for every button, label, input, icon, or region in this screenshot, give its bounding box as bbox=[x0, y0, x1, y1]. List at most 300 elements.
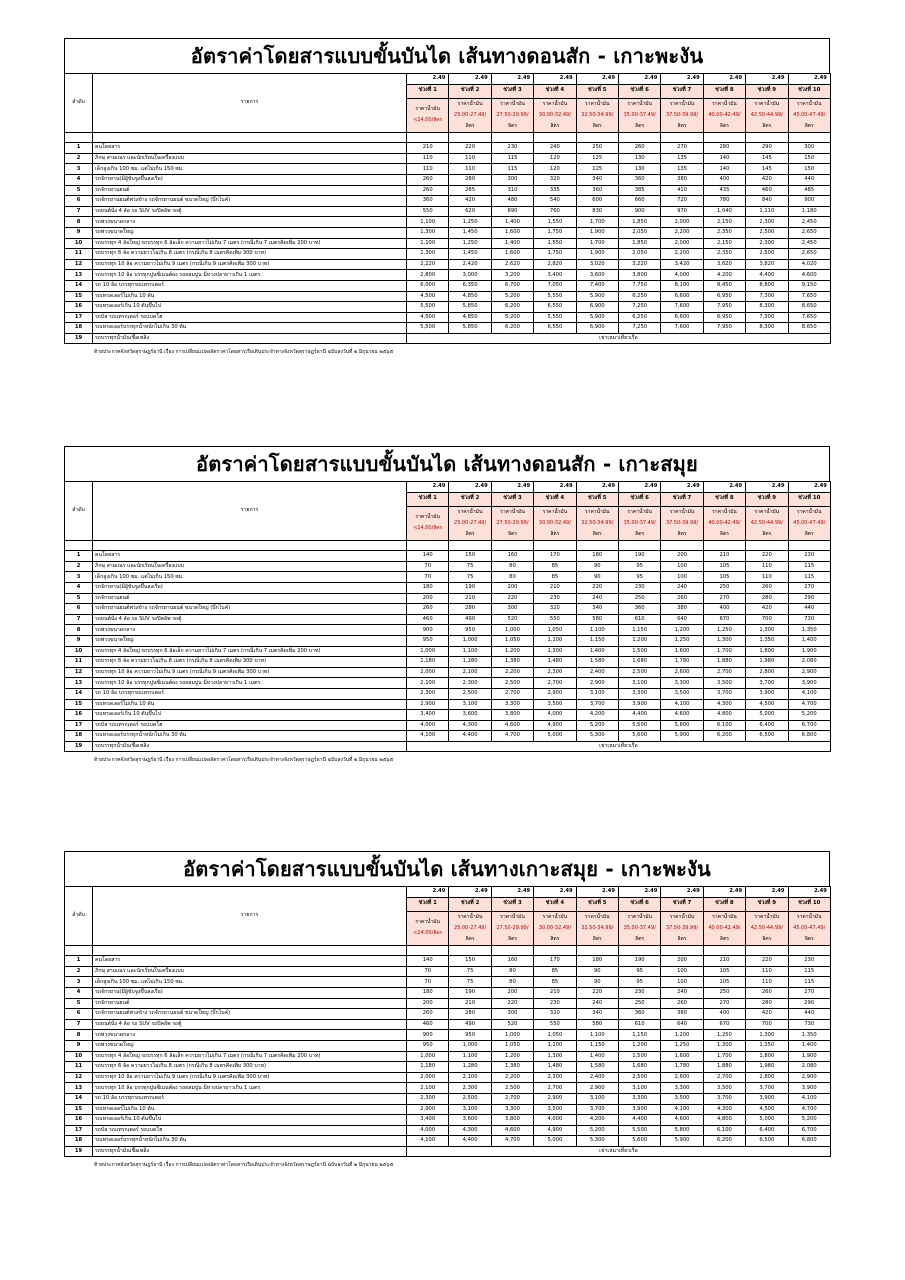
fare-cell: 2,700 bbox=[491, 1093, 533, 1104]
range-description bbox=[449, 911, 491, 945]
fare-cell: 3,400 bbox=[407, 710, 449, 721]
fare-cell: 3,100 bbox=[618, 1083, 660, 1094]
range-desc-unit: ลิตร bbox=[677, 530, 687, 537]
fare-cell: 4,000 bbox=[407, 720, 449, 731]
row-number: 1 bbox=[65, 551, 93, 562]
spacer-cell bbox=[576, 132, 618, 143]
fare-cell: 90 bbox=[576, 572, 618, 583]
fare-cell: 1,180 bbox=[407, 657, 449, 668]
fare-cell: 2,700 bbox=[534, 1083, 576, 1094]
row-number: 16 bbox=[65, 1115, 93, 1126]
fare-cell: 75 bbox=[449, 966, 491, 977]
fare-cell: 1,400 bbox=[576, 646, 618, 657]
fare-cell: 1,980 bbox=[746, 657, 788, 668]
fare-cell: 80 bbox=[491, 561, 533, 572]
row-item-label: รถจักรยาน(มีผู้ขับจูงขึ้นลงเรือ) bbox=[93, 582, 407, 593]
fare-cell: 490 bbox=[449, 1019, 491, 1030]
fare-cell: 285 bbox=[449, 185, 491, 196]
fare-cell: 6,100 bbox=[703, 1125, 745, 1136]
fare-cell: 150 bbox=[449, 956, 491, 967]
fare-cell: 240 bbox=[661, 987, 703, 998]
range-desc-label: ราคาน้ำมัน bbox=[415, 919, 440, 926]
fare-cell: 75 bbox=[449, 572, 491, 583]
fare-cell: 1,350 bbox=[788, 1030, 830, 1041]
table-row bbox=[65, 153, 831, 164]
fare-cell: 4,700 bbox=[788, 1104, 830, 1115]
fare-cell: 8,800 bbox=[746, 280, 788, 291]
row-item-label: คนโดยสาร bbox=[93, 956, 407, 967]
range-desc-label: ราคาน้ำมัน bbox=[796, 100, 822, 107]
fare-cell: 2,300 bbox=[746, 217, 788, 228]
fare-cell: 110 bbox=[746, 966, 788, 977]
fare-cell: 6,700 bbox=[491, 280, 533, 291]
range-desc-price: <24.00/ลิตร bbox=[413, 117, 443, 124]
row-number: 7 bbox=[65, 614, 93, 625]
fare-cell: 4,000 bbox=[407, 1125, 449, 1136]
fare-cell: 260 bbox=[407, 604, 449, 615]
fare-cell: 1,900 bbox=[788, 1051, 830, 1062]
fare-cell: 5,900 bbox=[576, 291, 618, 302]
row-number: 10 bbox=[65, 238, 93, 249]
spacer-cell bbox=[661, 945, 703, 956]
row-number: 11 bbox=[65, 657, 93, 668]
fare-cell: 2,300 bbox=[746, 238, 788, 249]
fare-cell: 2,050 bbox=[618, 227, 660, 238]
fare-cell: 1,700 bbox=[576, 217, 618, 228]
fare-cell: 7,600 bbox=[661, 302, 703, 313]
fare-cell: 1,000 bbox=[491, 625, 533, 636]
range-header: ช่วงที่ 1 bbox=[407, 897, 449, 911]
fare-cell: 1,780 bbox=[661, 1062, 703, 1073]
fare-cell: 6,550 bbox=[534, 323, 576, 334]
range-desc-price: 40.00-42.49/ bbox=[708, 519, 741, 526]
fare-cell: 230 bbox=[788, 956, 830, 967]
fare-cell: 1,150 bbox=[618, 625, 660, 636]
fare-cell: 3,100 bbox=[449, 699, 491, 710]
fare-cell: 1,300 bbox=[407, 249, 449, 260]
fare-cell: 2,500 bbox=[618, 667, 660, 678]
fare-cell: 1,550 bbox=[534, 238, 576, 249]
range-header: ช่วงที่ 6 bbox=[618, 492, 660, 506]
row-item-label: รถยนต์นั่ง 4 ล้อ รถ SUV รถปิคอัพ รถตู้ bbox=[93, 614, 407, 625]
fare-cell: 270 bbox=[661, 143, 703, 154]
table-row bbox=[65, 1009, 831, 1020]
row-number: 5 bbox=[65, 593, 93, 604]
range-desc-unit: ลิตร bbox=[677, 935, 687, 942]
fare-cell: 360 bbox=[407, 196, 449, 207]
table-row bbox=[65, 572, 831, 583]
fare-cell: 2,080 bbox=[788, 657, 830, 668]
fare-cell: 1,100 bbox=[576, 625, 618, 636]
fare-cell: 8,650 bbox=[788, 323, 830, 334]
fare-cell: 420 bbox=[746, 604, 788, 615]
row-item-label: รถเทรลเลอร์บรรทุกน้ำหนักไม่เกิน 30 ตัน bbox=[93, 1136, 407, 1147]
row-item-label: รถบรรทุกน้ำมันเชื้อเพลิง bbox=[93, 333, 407, 344]
fare-cell: 1,680 bbox=[618, 657, 660, 668]
fare-cell: 1,200 bbox=[491, 1051, 533, 1062]
fare-cell: 7,250 bbox=[618, 302, 660, 313]
fare-cell: 6,200 bbox=[491, 323, 533, 334]
fare-cell: 220 bbox=[746, 956, 788, 967]
row-item-label: รถเทรลเลอร์เกิน 10 ตันขึ้นไป bbox=[93, 710, 407, 721]
fare-cell: 110 bbox=[746, 977, 788, 988]
fare-cell: 1,050 bbox=[491, 635, 533, 646]
fare-cell: 130 bbox=[618, 164, 660, 175]
fare-cell: 140 bbox=[407, 551, 449, 562]
fare-cell: 2,700 bbox=[534, 678, 576, 689]
row-item-label: รถจักรยาน(มีผู้ขับจูงขึ้นลงเรือ) bbox=[93, 174, 407, 185]
fare-cell: 120 bbox=[534, 153, 576, 164]
row-number: 15 bbox=[65, 699, 93, 710]
range-desc-price: 37.50-39.99/ bbox=[665, 519, 699, 526]
table-row bbox=[65, 227, 831, 238]
fare-cell: 190 bbox=[449, 987, 491, 998]
fare-cell: 7,400 bbox=[576, 280, 618, 291]
fare-cell: 670 bbox=[703, 614, 745, 625]
range-desc-price: 35.00-37.49/ bbox=[623, 111, 656, 118]
range-desc-price: 30.00-32.49/ bbox=[538, 111, 571, 118]
fare-cell: 310 bbox=[491, 185, 533, 196]
table-row bbox=[65, 312, 831, 323]
fare-cell: 3,300 bbox=[491, 699, 533, 710]
fuel-price-cell: 2.49 bbox=[407, 887, 449, 898]
range-desc-unit: ลิตร bbox=[762, 530, 772, 537]
table-row bbox=[65, 291, 831, 302]
row-number: 12 bbox=[65, 1072, 93, 1083]
spacer-cell bbox=[788, 540, 830, 551]
range-header: ช่วงที่ 3 bbox=[491, 897, 533, 911]
fare-cell: 1,850 bbox=[618, 238, 660, 249]
fare-cell: 6,500 bbox=[746, 1136, 788, 1147]
fare-cell: 520 bbox=[491, 614, 533, 625]
fare-cell: 1,880 bbox=[703, 657, 745, 668]
fare-cell: 115 bbox=[491, 153, 533, 164]
row-item-label: รถ 10 ล้อ บรรทุกรถแทรกเตอร์ bbox=[93, 280, 407, 291]
fare-cell: 300 bbox=[491, 604, 533, 615]
fare-cell: 1,000 bbox=[407, 646, 449, 657]
range-header: ช่วงที่ 4 bbox=[534, 897, 576, 911]
range-header: ช่วงที่ 7 bbox=[661, 492, 703, 506]
fare-cell: 3,420 bbox=[661, 259, 703, 270]
fare-cell: 240 bbox=[534, 143, 576, 154]
fare-cell: 280 bbox=[449, 174, 491, 185]
fare-cell: 120 bbox=[534, 164, 576, 175]
fare-cell: 115 bbox=[788, 977, 830, 988]
range-desc-unit: ลิตร bbox=[635, 122, 645, 129]
fare-cell: 340 bbox=[576, 1009, 618, 1020]
fare-cell: 220 bbox=[576, 987, 618, 998]
fare-cell: 7,300 bbox=[746, 291, 788, 302]
row-number: 16 bbox=[65, 710, 93, 721]
row-item-label: รถบรรทุก 10 ล้อ บรรทุกปูนซีเมนต์ผง รถผสมปูน มีหางปลายาวเกิน 1 เมตร bbox=[93, 270, 407, 281]
fare-cell: 440 bbox=[788, 604, 830, 615]
fare-cell: 2,900 bbox=[788, 667, 830, 678]
row-item-label: รถบัส รถแทรกเตอร์ รถแบคโฮ bbox=[93, 312, 407, 323]
table-row bbox=[65, 217, 831, 228]
fare-cell: 6,800 bbox=[788, 1136, 830, 1147]
fare-cell: 4,700 bbox=[491, 731, 533, 742]
fare-cell: 3,500 bbox=[661, 688, 703, 699]
table-row bbox=[65, 966, 831, 977]
range-description bbox=[491, 98, 533, 132]
spacer-cell bbox=[703, 945, 745, 956]
table-row bbox=[65, 741, 831, 752]
fare-cell: 5,600 bbox=[618, 1136, 660, 1147]
fuel-price-cell: 2.49 bbox=[576, 74, 618, 85]
fare-cell: 400 bbox=[703, 174, 745, 185]
fare-cell: 290 bbox=[788, 998, 830, 1009]
fare-cell: 130 bbox=[618, 153, 660, 164]
range-desc-price: 45.00-47.49/ bbox=[793, 519, 826, 526]
fare-cell: 730 bbox=[788, 1019, 830, 1030]
row-item-label: รถจักรยานยนต์พ่วงข้าง รถจักรยานยนต์ ขนาดใหญ่ (บิ๊กไบค์) bbox=[93, 1009, 407, 1020]
fare-table-block bbox=[64, 38, 830, 356]
range-header: ช่วงที่ 4 bbox=[534, 492, 576, 506]
fare-cell: 115 bbox=[788, 561, 830, 572]
fare-cell: 80 bbox=[491, 572, 533, 583]
range-desc-label: ราคาน้ำมัน bbox=[754, 100, 780, 107]
fare-cell: 90 bbox=[576, 966, 618, 977]
fare-cell: 90 bbox=[576, 977, 618, 988]
range-desc-unit: ลิตร bbox=[804, 530, 814, 537]
range-desc-price: 32.50-34.99/ bbox=[581, 519, 614, 526]
row-number: 16 bbox=[65, 302, 93, 313]
fare-cell: 140 bbox=[703, 153, 745, 164]
fare-cell: 180 bbox=[407, 987, 449, 998]
row-number: 14 bbox=[65, 280, 93, 291]
table-row bbox=[65, 302, 831, 313]
fare-cell: 360 bbox=[576, 185, 618, 196]
fare-cell: 250 bbox=[576, 143, 618, 154]
column-header-row-no: ลำดับ bbox=[65, 887, 93, 946]
fare-cell: 620 bbox=[449, 206, 491, 217]
fare-cell: 3,500 bbox=[703, 678, 745, 689]
fare-cell: 2,200 bbox=[491, 1072, 533, 1083]
row-number: 15 bbox=[65, 1104, 93, 1115]
range-desc-label: ราคาน้ำมัน bbox=[584, 913, 610, 920]
fare-cell: 2,900 bbox=[534, 1093, 576, 1104]
fuel-price-cell: 2.49 bbox=[491, 887, 533, 898]
range-header: ช่วงที่ 10 bbox=[788, 492, 830, 506]
range-header: ช่วงที่ 1 bbox=[407, 492, 449, 506]
fare-cell: 135 bbox=[661, 153, 703, 164]
fare-cell: 610 bbox=[618, 1019, 660, 1030]
fare-cell: 4,100 bbox=[661, 699, 703, 710]
table-row bbox=[65, 174, 831, 185]
range-desc-unit: ลิตร bbox=[465, 122, 475, 129]
table-row bbox=[65, 561, 831, 572]
fare-cell: 2,300 bbox=[449, 1083, 491, 1094]
fare-cell: 145 bbox=[746, 164, 788, 175]
fare-cell: 360 bbox=[618, 174, 660, 185]
fare-cell: 70 bbox=[407, 977, 449, 988]
fare-cell: 300 bbox=[491, 174, 533, 185]
fare-cell: 1,400 bbox=[491, 238, 533, 249]
fare-cell: 3,600 bbox=[576, 270, 618, 281]
spacer-cell bbox=[576, 945, 618, 956]
fare-cell: 2,700 bbox=[491, 688, 533, 699]
fare-cell: 1,850 bbox=[618, 217, 660, 228]
fare-cell: 3,100 bbox=[449, 1104, 491, 1115]
fare-cell: 2,650 bbox=[788, 227, 830, 238]
fare-table bbox=[64, 886, 831, 1157]
fare-cell: 8,100 bbox=[661, 280, 703, 291]
range-description bbox=[788, 506, 830, 540]
fare-cell: 3,300 bbox=[661, 1083, 703, 1094]
fare-cell: 5,850 bbox=[449, 302, 491, 313]
fuel-price-cell: 2.49 bbox=[449, 887, 491, 898]
row-item-label: รถจักรยานยนต์ bbox=[93, 998, 407, 1009]
fare-cell: 1,450 bbox=[449, 227, 491, 238]
fare-cell: 5,000 bbox=[746, 710, 788, 721]
fare-cell: 150 bbox=[788, 153, 830, 164]
range-description bbox=[576, 506, 618, 540]
fare-cell: 1,900 bbox=[788, 646, 830, 657]
fare-cell: 150 bbox=[788, 164, 830, 175]
range-header: ช่วงที่ 6 bbox=[618, 84, 660, 98]
table-row bbox=[65, 1093, 831, 1104]
range-header: ช่วงที่ 8 bbox=[703, 84, 745, 98]
table-row bbox=[65, 185, 831, 196]
fare-cell: 3,900 bbox=[788, 1083, 830, 1094]
table-row bbox=[65, 333, 831, 344]
range-desc-price: 42.50-44.99/ bbox=[750, 111, 783, 118]
range-desc-price: 37.50-39.99/ bbox=[665, 924, 699, 931]
fare-cell: 6,100 bbox=[703, 720, 745, 731]
fuel-price-cell: 2.49 bbox=[746, 887, 788, 898]
fare-cell: 2,220 bbox=[407, 259, 449, 270]
range-desc-label: ราคาน้ำมัน bbox=[542, 913, 568, 920]
fuel-price-cell: 2.49 bbox=[703, 74, 745, 85]
fare-cell: 2,500 bbox=[449, 1093, 491, 1104]
range-desc-unit: ลิตร bbox=[804, 122, 814, 129]
fare-cell: 3,900 bbox=[618, 699, 660, 710]
table-row bbox=[65, 678, 831, 689]
fare-cell: 4,400 bbox=[449, 731, 491, 742]
fare-cell: 7,750 bbox=[618, 280, 660, 291]
fare-cell: 3,400 bbox=[407, 1115, 449, 1126]
fare-cell: 410 bbox=[661, 185, 703, 196]
fare-cell: 490 bbox=[449, 614, 491, 625]
range-description bbox=[534, 911, 576, 945]
fare-cell: 260 bbox=[661, 593, 703, 604]
fare-cell: 600 bbox=[576, 196, 618, 207]
range-description bbox=[491, 506, 533, 540]
spacer-cell bbox=[618, 540, 660, 551]
spacer-cell bbox=[65, 132, 93, 143]
range-desc-unit: ลิตร bbox=[550, 935, 560, 942]
table-row bbox=[65, 657, 831, 668]
fuel-price-cell: 2.49 bbox=[661, 482, 703, 493]
fare-cell: 3,300 bbox=[661, 678, 703, 689]
fare-cell: 1,500 bbox=[618, 1051, 660, 1062]
range-description bbox=[449, 506, 491, 540]
row-number: 19 bbox=[65, 741, 93, 752]
row-number: 14 bbox=[65, 1093, 93, 1104]
fare-cell: 4,600 bbox=[788, 270, 830, 281]
range-description bbox=[618, 911, 660, 945]
table-row bbox=[65, 1072, 831, 1083]
row-number: 11 bbox=[65, 1062, 93, 1073]
fare-cell: 1,600 bbox=[661, 1051, 703, 1062]
fare-cell: 4,300 bbox=[703, 699, 745, 710]
range-header: ช่วงที่ 7 bbox=[661, 897, 703, 911]
fare-cell: 2,820 bbox=[534, 259, 576, 270]
footnote: ท้ายประกาศจังหวัดสุราษฎร์ธานี เรื่อง การเปลี่ยนแปลงอัตราค่าโดยสารเรือเดินประจำทางจังหวัดสุราษฎร์ธานี ฉบับลงวันที่ ๒ มิถุนายน ๒๕๖๕ bbox=[94, 349, 394, 356]
fuel-price-cell: 2.49 bbox=[788, 74, 830, 85]
row-number: 19 bbox=[65, 333, 93, 344]
range-desc-unit: ลิตร bbox=[507, 530, 517, 537]
fare-cell: 85 bbox=[534, 966, 576, 977]
fare-cell: 230 bbox=[618, 582, 660, 593]
fare-cell: 1,100 bbox=[407, 238, 449, 249]
range-desc-price: <24.00/ลิตร bbox=[413, 525, 443, 532]
table-row bbox=[65, 1083, 831, 1094]
fare-cell: 2,620 bbox=[491, 259, 533, 270]
fare-cell: 5,200 bbox=[491, 291, 533, 302]
fare-cell: 270 bbox=[703, 593, 745, 604]
fare-cell: 1,000 bbox=[449, 1040, 491, 1051]
row-number: 4 bbox=[65, 582, 93, 593]
fare-cell: 6,700 bbox=[788, 1125, 830, 1136]
fare-cell: 4,500 bbox=[407, 312, 449, 323]
fare-cell: 70 bbox=[407, 572, 449, 583]
fare-cell: 1,980 bbox=[746, 1062, 788, 1073]
fare-cell: 85 bbox=[534, 977, 576, 988]
row-number: 12 bbox=[65, 259, 93, 270]
row-item-label: รถเทรลเลอร์ไม่เกิน 10 ตัน bbox=[93, 291, 407, 302]
fare-cell: 85 bbox=[534, 572, 576, 583]
row-number: 2 bbox=[65, 966, 93, 977]
fare-cell: 5,200 bbox=[491, 312, 533, 323]
row-item-label: รถบรรทุกน้ำมันเชื้อเพลิง bbox=[93, 1146, 407, 1157]
table-row bbox=[65, 731, 831, 742]
fare-cell: 900 bbox=[788, 196, 830, 207]
table-row bbox=[65, 998, 831, 1009]
fare-cell: 230 bbox=[534, 998, 576, 1009]
fare-cell: 125 bbox=[576, 153, 618, 164]
charter-cell: เช่าเหมาเที่ยวเรือ bbox=[407, 333, 831, 344]
range-desc-unit: ลิตร bbox=[550, 122, 560, 129]
fare-cell: 900 bbox=[407, 1030, 449, 1041]
fare-cell: 8,300 bbox=[746, 323, 788, 334]
table-row bbox=[65, 1062, 831, 1073]
fuel-price-cell: 2.49 bbox=[661, 887, 703, 898]
fare-cell: 260 bbox=[746, 582, 788, 593]
fare-cell: 80 bbox=[491, 966, 533, 977]
fare-cell: 250 bbox=[618, 998, 660, 1009]
row-item-label: รถบรรทุก 6 ล้อ ความยาวไม่เกิน 8 เมตร (กรณีเกิน 8 เมตรคิดเพิ่ม 300 บาท) bbox=[93, 657, 407, 668]
row-number: 3 bbox=[65, 572, 93, 583]
fare-cell: 2,000 bbox=[661, 238, 703, 249]
fare-cell: 100 bbox=[661, 966, 703, 977]
fare-cell: 1,900 bbox=[576, 249, 618, 260]
row-item-label: รถเทรลเลอร์เกิน 10 ตันขึ้นไป bbox=[93, 302, 407, 313]
fare-cell: 3,800 bbox=[618, 270, 660, 281]
fare-cell: 1,280 bbox=[449, 657, 491, 668]
fare-cell: 950 bbox=[407, 1040, 449, 1051]
fare-cell: 340 bbox=[576, 604, 618, 615]
range-desc-price: 35.00-37.49/ bbox=[623, 924, 656, 931]
row-item-label: รถพ่วงขนาดกลาง bbox=[93, 625, 407, 636]
spacer-cell bbox=[746, 540, 788, 551]
footnote: ท้ายประกาศจังหวัดสุราษฎร์ธานี เรื่อง การเปลี่ยนแปลงอัตราค่าโดยสารเรือเดินประจำทางจังหวัดสุราษฎร์ธานี ฉบับลงวันที่ ๒ มิถุนายน ๒๕๖๕ bbox=[94, 757, 394, 764]
range-description bbox=[618, 506, 660, 540]
fare-cell: 140 bbox=[407, 956, 449, 967]
range-header: ช่วงที่ 2 bbox=[449, 897, 491, 911]
row-number: 1 bbox=[65, 956, 93, 967]
fare-cell: 9,150 bbox=[788, 280, 830, 291]
